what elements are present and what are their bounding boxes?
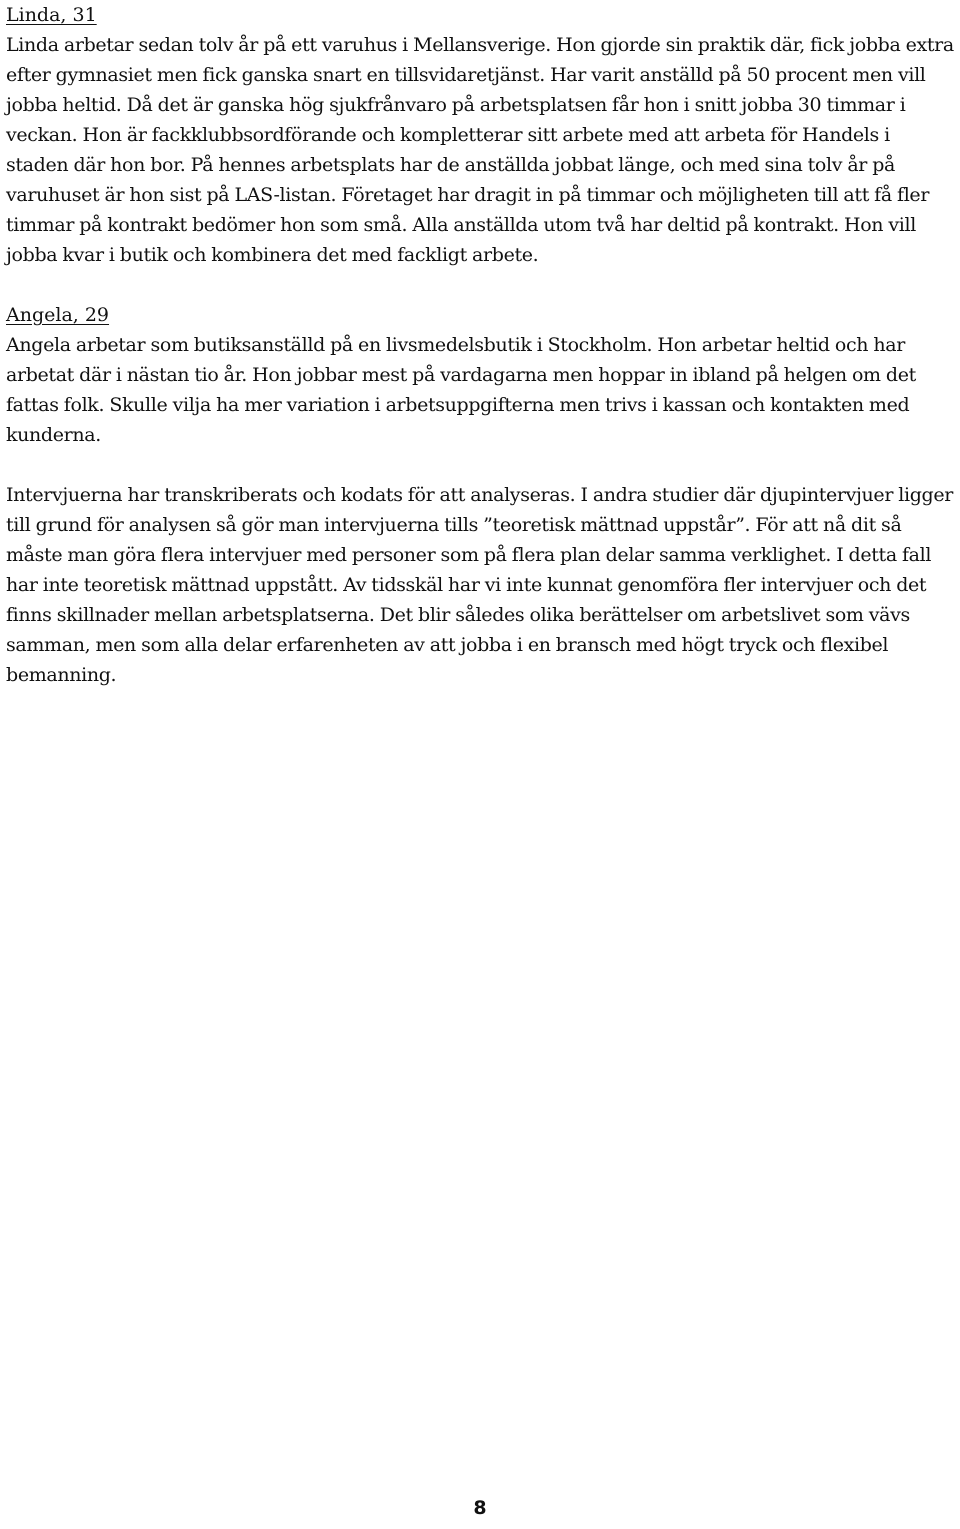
profile-heading-angela: Angela, 29 <box>6 304 110 326</box>
profile-text-angela: Angela arbetar som butiksanställd på en livsmedelsbutik i Stockholm. Hon arbetar heltid och har arbetat där i nästan tio år. Hon jobbar mest på vardagarna men hoppar in ibland på helgen om det fattas folk. Skulle vilja ha mer variation i arbetsuppgifterna men trivs i kassan och kontakten med kunderna. <box>6 334 916 446</box>
methods-paragraph: Intervjuerna har transkriberats och kodats för att analyseras. I andra studier där djupintervjuer ligger till grund för analysen så gör man intervjuerna tills ”teoretisk mättnad uppstår”. För att nå dit så måste man göra flera intervjuer med personer som på flera plan delar samma verklighet. I detta fall har inte teoretisk mättnad uppstått. Av tidsskäl har vi inte kunnat genomföra fler intervjuer och det finns skillnader mellan arbetsplatserna. Det blir således olika berättelser om arbetslivet som vävs samman, men som alla delar erfarenheten av att jobba i en bransch med högt tryck och flexibel bemanning. <box>6 484 953 686</box>
document-page <box>6 0 954 690</box>
profile-heading-linda: Linda, 31 <box>6 4 97 26</box>
profile-text-linda: Linda arbetar sedan tolv år på ett varuhus i Mellansverige. Hon gjorde sin praktik där, fick jobba extra efter gymnasiet men fick ganska snart en tillsvidaretjänst. Har varit anställd på 50 procent men vill jobba heltid. Då det är ganska hög sjukfrånvaro på arbetsplatsen får hon i snitt jobba 30 timmar i veckan. Hon är fackklubbsordförande och kompletterar sitt arbete med att arbeta för Handels i staden där hon bor. På hennes arbetsplats har de anställda jobbat länge, och med sina tolv år på varuhuset är hon sist på LAS-listan. Företaget har dragit in på timmar och möjligheten till att få fler timmar på kontrakt bedömer hon som små. Alla anställda utom två har deltid på kontrakt. Hon vill jobba kvar i butik och kombinera det med fackligt arbete. <box>6 34 954 266</box>
profile-linda <box>6 0 954 270</box>
profile-angela <box>6 300 954 450</box>
page-number: 8 <box>473 1497 487 1519</box>
